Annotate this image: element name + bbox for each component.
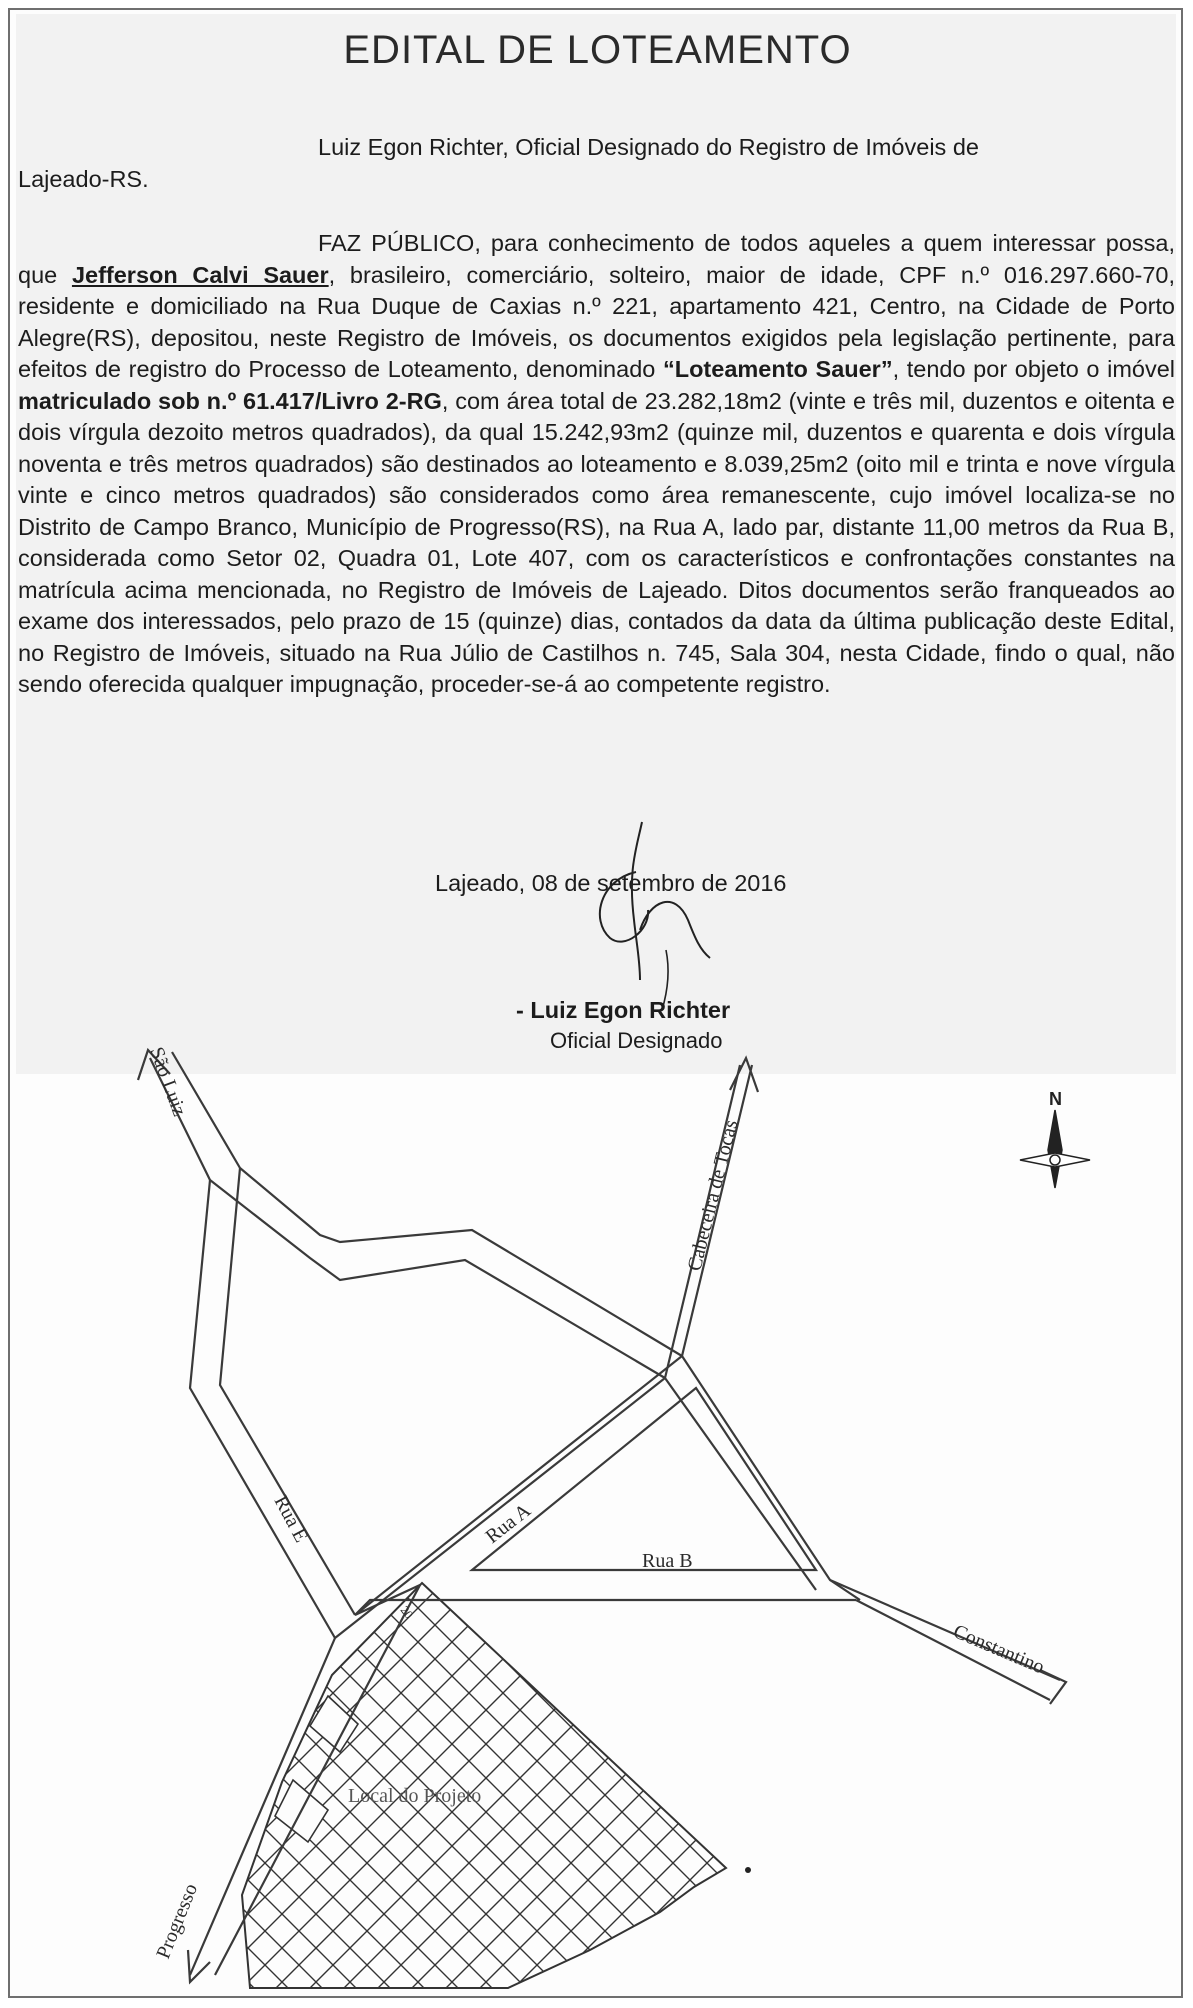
place-date: Lajeado, 08 de setembro de 2016 (435, 870, 787, 896)
label-sao-luiz: São Luiz (145, 1044, 191, 1120)
north-label: N (1049, 1089, 1062, 1109)
road-junction-b (665, 1356, 860, 1600)
map-dot (745, 1867, 751, 1873)
registration-number: matriculado sob n.º 61.417/Livro 2-RG (18, 387, 442, 414)
location-map (10, 10, 1183, 1998)
applicant-name: Jefferson Calvi Sauer (71, 261, 329, 288)
north-arrow-icon (1020, 1089, 1090, 1188)
signer-name: - Luiz Egon Richter (516, 997, 731, 1023)
constantino-arrow (1040, 1670, 1066, 1704)
label-cabeceira: Cabeceira de Tocas (683, 1117, 743, 1274)
label-rua-e: Rua E (269, 1492, 313, 1546)
label-constantino: Constantino (950, 1620, 1048, 1679)
road-constantino (830, 1580, 1060, 1700)
body-text-4: , com área total de 23.282,18m2 (vinte e três mil, duzentos e oitenta e dois vírgula dezoito metros quadrados), da qual 15.242,93m2 (quinze mil, duzentos e quarenta e dois vírgula noventa e três metros quadrados) são destinados ao loteamento e 8.039,25m2 (oito mil e trinta e nove vírgula vinte e cinco metros quadrados) são considerados como área remanescente, cujo imóvel localiza-se no Distrito de Campo Branco, Município de Progresso(RS), na Rua A, lado par, distante 11,00 metros da Rua B, considerada como Setor 02, Quadra 01, Lote 407, com os característicos e confrontações constantes na matrícula acima mencionada, no Registro de Imóveis de Lajeado. Ditos documentos serão franqueados ao exame dos interessados, pelo prazo de 15 (quinze) dias, contados da data da última publicação deste Edital, no Registro de Imóveis, situado na Rua Júlio de Castilhos n. 745, Sala 304, nesta Cidade, findo o qual, não sendo oferecida qualquer impugnação, proceder-se-á ao competente registro. (18, 387, 1175, 697)
label-dimension: 20 (397, 1603, 417, 1622)
label-progresso: Progresso (152, 1880, 203, 1962)
intro-line-1: Luiz Egon Richter, Oficial Designado do Registro de Imóveis de (318, 134, 979, 160)
label-rua-a: Rua A (481, 1499, 535, 1548)
road-upper (210, 1168, 682, 1378)
body-text-2: , brasileiro, comerciário, solteiro, maior de idade, CPF n.º 016.297.660-70, residente e domiciliado na Rua Duque de Caxias n.º 221, apartamento 421, Centro, na Cidade de Porto Alegre(RS), depositou, neste Registro de Imóveis, os documentos exigidos pela legislação pertinente, para efeitos de registro do Processo de Loteamento, denominado (18, 261, 1176, 382)
body-text-1: FAZ PÚBLICO, para conhecimento de todos aqueles a quem interessar possa, que (18, 230, 1175, 288)
signer-role: Oficial Designado (550, 1028, 723, 1053)
road-rua-a (335, 1356, 682, 1638)
intro-line-2: Lajeado-RS. (18, 165, 149, 192)
page-title: EDITAL DE LOTEAMENTO (343, 28, 852, 72)
label-rua-b: Rua B (642, 1550, 693, 1572)
document-page (8, 8, 1183, 1998)
label-project-site: Local do Projeto (348, 1785, 482, 1807)
project-name: “Loteamento Sauer” (662, 356, 893, 382)
body-text-3: , tendo por objeto o imóvel (892, 356, 1176, 382)
